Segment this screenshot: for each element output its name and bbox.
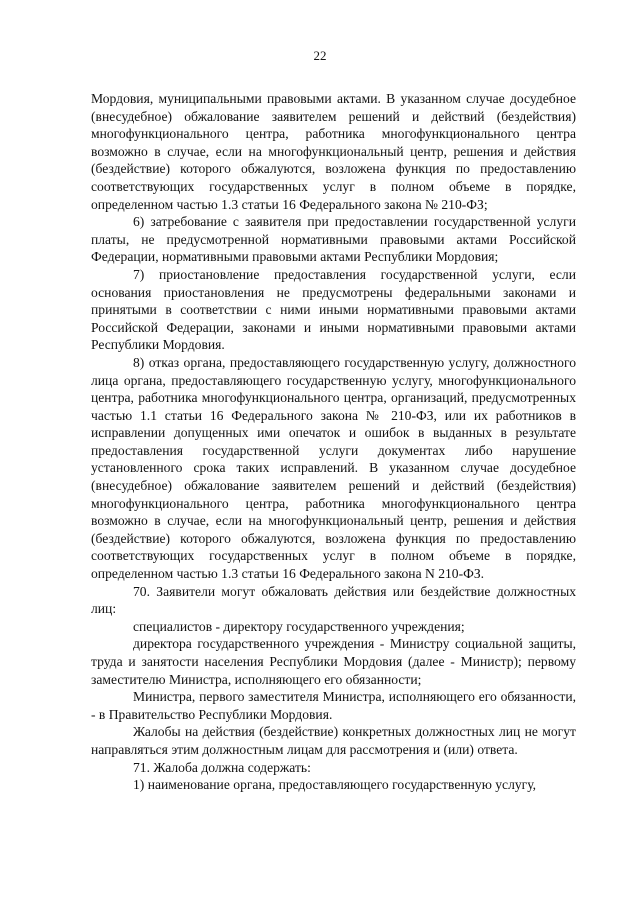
paragraph-continuation: Мордовия, муниципальными правовыми актами. В указанном случае досудебное (внесудебное) обжалование заявителем решений и действий (бездействия) многофункционального центра, работника многофункционального центра возможно в случае, если на многофункциональный центр, решения и действия (бездействие) которого обжалуются, возложена функция по предоставлению соответствующих государственных услуг в полном объеме в порядке, определенном частью 1.3 статьи 16 Федерального закона № 210-ФЗ; bbox=[91, 91, 576, 212]
paragraph-item-6: 6) затребование с заявителя при предоставлении государственной услуги платы, не предусмотренной нормативными правовыми актами Российской Федерации, нормативными правовыми актами Республики Мордовия; bbox=[91, 214, 576, 265]
paragraph-minister: Министра, первого заместителя Министра, исполняющего его обязанности, - в Правительство Республики Мордовия. bbox=[91, 689, 576, 722]
paragraph-specialists: специалистов - директору государственного учреждения; bbox=[133, 618, 465, 634]
paragraph-director: директора государственного учреждения - Министру социальной защиты, труда и занятости населения Республики Мордовия (далее - Министр); первому заместителю Министра, исполняющего его обязанности; bbox=[91, 636, 576, 687]
paragraph-item-7: 7) приостановление предоставления государственной услуги, если основания приостановления не предусмотрены федеральными законами и принятыми в соответствии с ними иными нормативными правовыми актами Российской Федерации, законами и иными нормативными правовыми актами Республики Мордовия. bbox=[91, 266, 576, 353]
document-body bbox=[91, 90, 576, 794]
paragraph-item-8: 8) отказ органа, предоставляющего государственную услугу, должностного лица органа, предоставляющего государственную услугу, многофункционального центра, работника многофункционального центра, организаций, предусмотренных частью 1.1 статьи 16 Федерального закона № 210-ФЗ, или их работников в исправлении допущенных ими опечаток и ошибок в выданных в результате предоставления государственной услуги документах либо нарушение установленного срока таких исправлений. В указанном случае досудебное (внесудебное) обжалование заявителем решений и действий (бездействия) многофункционального центра, работника многофункционального центра возможно в случае, если на многофункциональный центр, решения и действия (бездействие) которого обжалуются, возложена функция по предоставлению соответствующих государственных услуг в полном объеме в порядке, определенном частью 1.3 статьи 16 Федерального закона N 210-ФЗ. bbox=[91, 354, 576, 582]
paragraph-complaints: Жалобы на действия (бездействие) конкретных должностных лиц не могут направляться этим должностным лицам для рассмотрения и (или) ответа. bbox=[91, 724, 576, 757]
paragraph-item-1: 1) наименование органа, предоставляющего государственную услугу, bbox=[133, 777, 537, 793]
paragraph-clause-70: 70. Заявители могут обжаловать действия или бездействие должностных лиц: bbox=[91, 583, 576, 617]
paragraph-clause-71: 71. Жалоба должна содержать: bbox=[133, 759, 311, 775]
page-number: 22 bbox=[313, 48, 327, 63]
